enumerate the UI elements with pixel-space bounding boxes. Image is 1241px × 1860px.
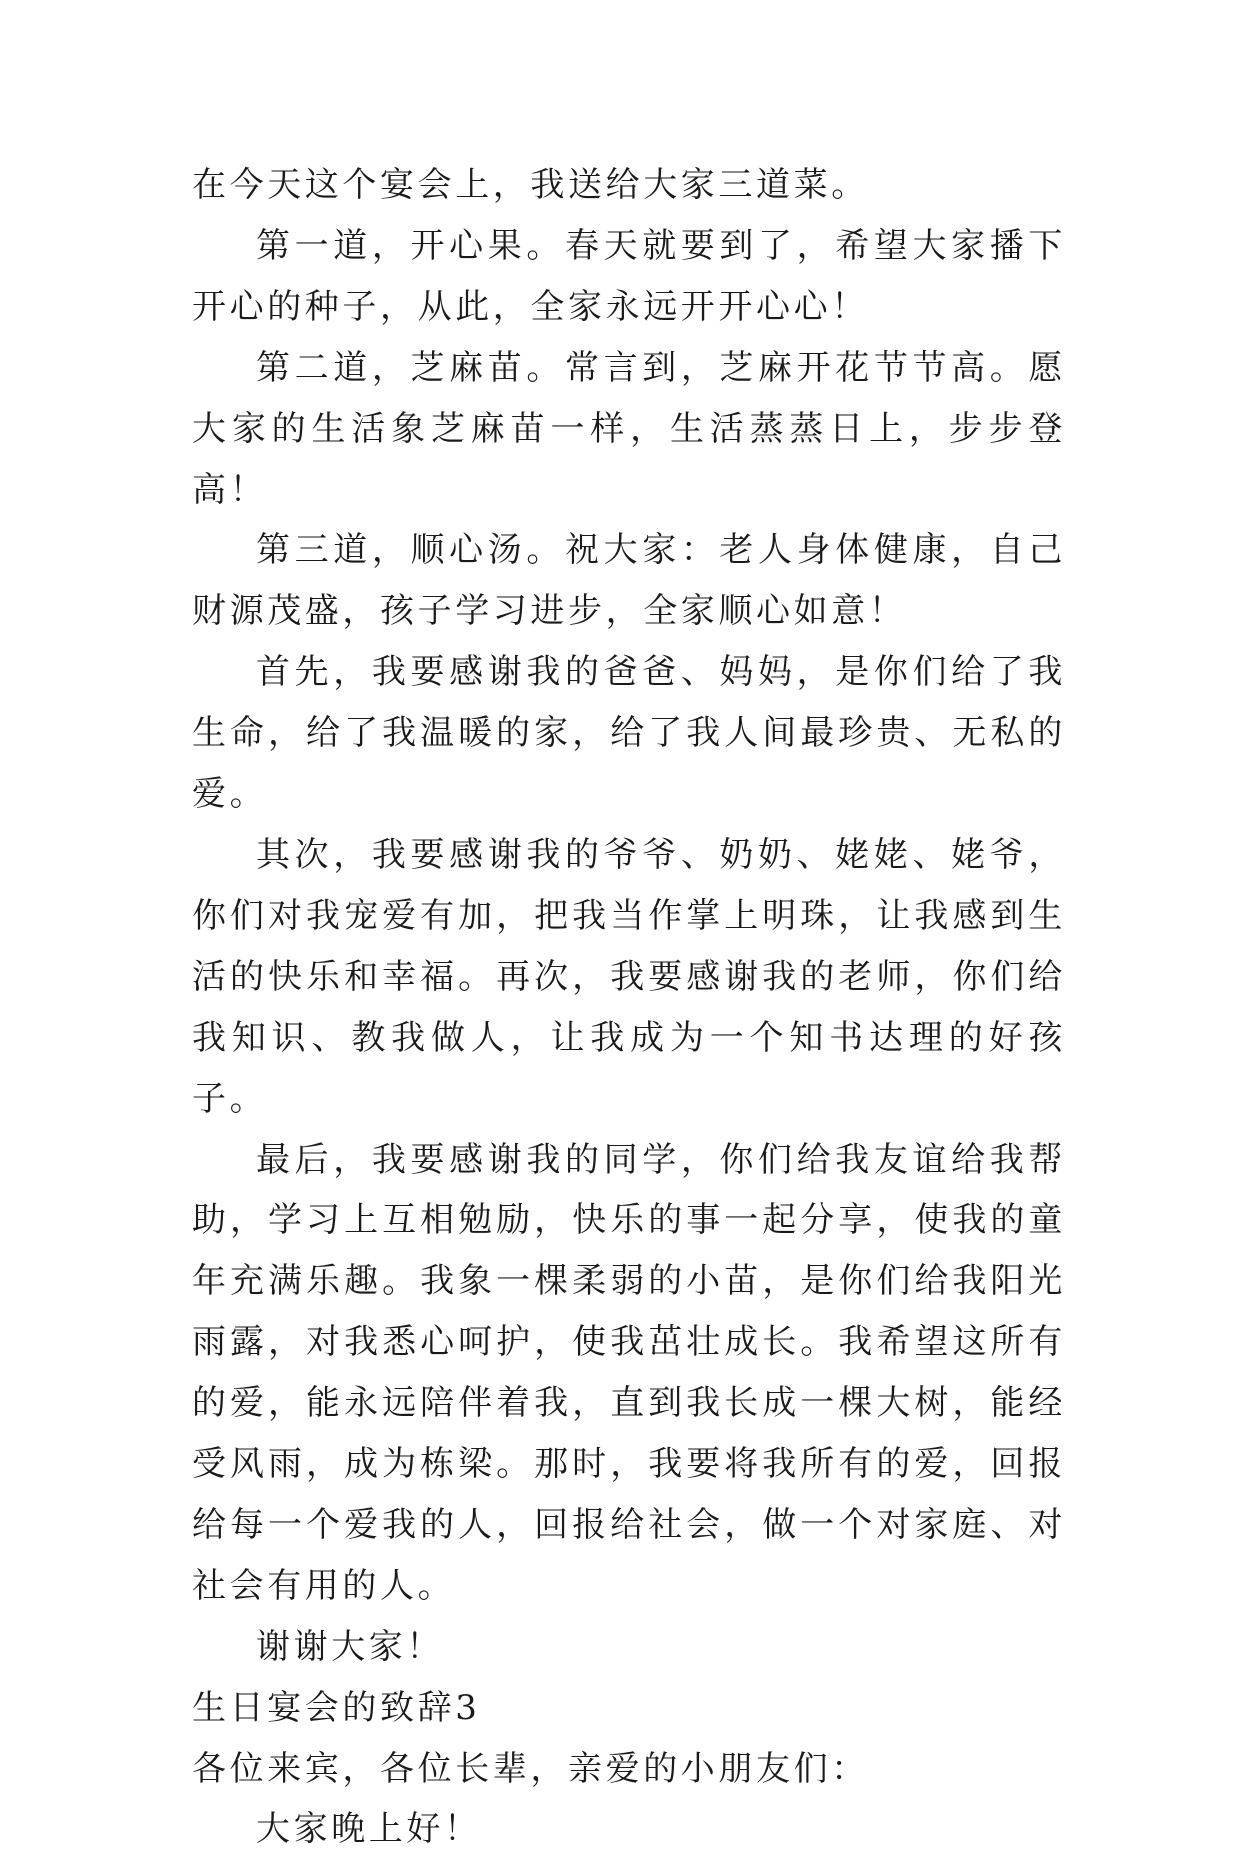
paragraph-third-dish: 第三道，顺心汤。祝大家：老人身体健康，自己财源茂盛，孩子学习进步，全家顺心如意！ xyxy=(192,530,1066,632)
paragraph-salutation: 各位来宾，各位长辈，亲爱的小朋友们： xyxy=(192,1748,869,1789)
paragraph-first-dish: 第一道，开心果。春天就要到了，希望大家播下开心的种子，从此，全家永远开开心心！ xyxy=(192,225,1066,327)
document-body xyxy=(192,155,1066,1860)
paragraph-second-dish: 第二道，芝麻苗。常言到，芝麻开花节节高。愿大家的生活象芝麻苗一样，生活蒸蒸日上，步步登高！ xyxy=(192,347,1066,510)
paragraph-thank-you: 谢谢大家！ xyxy=(256,1626,444,1667)
paragraph-banquet-intro: 在今天这个宴会上，我送给大家三道菜。 xyxy=(192,165,869,205)
paragraph-thanks-parents: 首先，我要感谢我的爸爸、妈妈，是你们给了我生命，给了我温暖的家，给了我人间最珍贵、无私的爱。 xyxy=(192,652,1066,815)
paragraph-thanks-grandparents-teachers: 其次，我要感谢我的爷爷、奶奶、姥姥、姥爷，你们对我宠爱有加，把我当作掌上明珠，让我感到生活的快乐和幸福。再次，我要感谢我的老师，你们给我知识、教我做人，让我成为一个知书达理的好孩子。 xyxy=(192,834,1066,1119)
section-heading: 生日宴会的致辞3 xyxy=(192,1687,481,1728)
paragraph-greeting: 大家晚上好！ xyxy=(256,1809,482,1850)
paragraph-thanks-classmates: 最后，我要感谢我的同学，你们给我友谊给我帮助，学习上互相勉励，快乐的事一起分享，使我的童年充满乐趣。我象一棵柔弱的小苗，是你们给我阳光雨露，对我悉心呵护，使我茁壮成长。我希望这所有的爱，能永远陪伴着我，直到我长成一棵大树，能经受风雨，成为栋梁。那时，我要将我所有的爱，回报给每一个爱我的人，回报给社会，做一个对家庭、对社会有用的人。 xyxy=(192,1139,1066,1606)
